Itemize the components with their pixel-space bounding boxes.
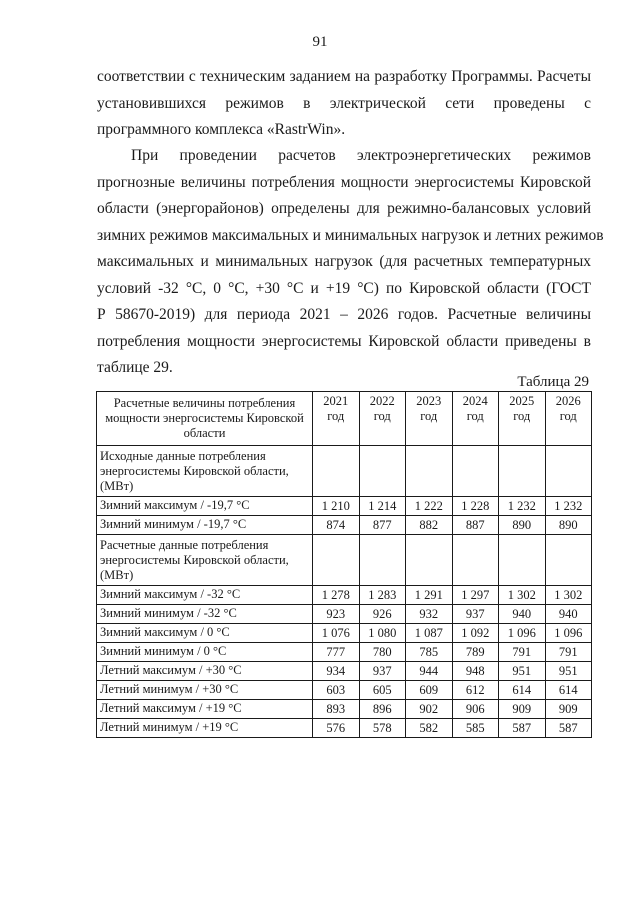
row-value: 877 [359, 516, 406, 535]
row-value: 1 291 [406, 586, 453, 605]
row-value: 609 [406, 681, 453, 700]
row-value: 940 [499, 605, 546, 624]
row-value: 785 [406, 643, 453, 662]
header-year: 2025 год [499, 392, 546, 446]
header-year: 2026 год [545, 392, 592, 446]
row-value: 576 [313, 719, 360, 738]
row-label: Летний максимум / +19 °С [97, 700, 313, 719]
table-row [97, 700, 592, 719]
row-value: 1 302 [499, 586, 546, 605]
paragraph-line: области (энергорайонов) определены для режимно-балансовых условий [97, 200, 591, 217]
row-value: 926 [359, 605, 406, 624]
row-value: 791 [499, 643, 546, 662]
row-value: 1 222 [406, 497, 453, 516]
row-value: 937 [452, 605, 499, 624]
row-value: 1 092 [452, 624, 499, 643]
row-value: 896 [359, 700, 406, 719]
row-value: 587 [545, 719, 592, 738]
page-number: 91 [312, 34, 328, 50]
paragraph-line: установившихся режимов в электрической сети проведены с [97, 94, 591, 112]
row-label: Летний минимум / +19 °С [97, 719, 313, 738]
section-title: Исходные данные потребления энергосистемы Кировской области, (МВт) [97, 446, 313, 497]
row-value: 909 [499, 700, 546, 719]
row-value: 902 [406, 700, 453, 719]
section-row [97, 446, 592, 497]
row-value: 1 278 [313, 586, 360, 605]
row-value: 940 [545, 605, 592, 624]
paragraph-line: таблице 29. [97, 359, 173, 376]
row-value: 791 [545, 643, 592, 662]
row-value: 582 [406, 719, 453, 738]
row-value: 585 [452, 719, 499, 738]
row-value: 1 087 [406, 624, 453, 643]
paragraph-line: программного комплекса «RastrWin». [97, 121, 346, 138]
paragraph-line: прогнозные величины потребления мощности энергосистемы Кировской [97, 173, 591, 191]
paragraph-line: потребления мощности энергосистемы Кировской области приведены в [97, 332, 591, 350]
table-header-row [97, 392, 592, 446]
table-row [97, 497, 592, 516]
table-row [97, 643, 592, 662]
table-row [97, 624, 592, 643]
row-value: 951 [499, 662, 546, 681]
table-row [97, 605, 592, 624]
section-row [97, 535, 592, 586]
row-value: 789 [452, 643, 499, 662]
row-value: 932 [406, 605, 453, 624]
row-value: 1 096 [499, 624, 546, 643]
header-parameter: Расчетные величины потребления мощности энергосистемы Кировской области [97, 392, 313, 446]
row-value: 909 [545, 700, 592, 719]
row-value: 1 096 [545, 624, 592, 643]
row-label: Летний минимум / +30 °С [97, 681, 313, 700]
row-value: 1 302 [545, 586, 592, 605]
paragraph-line: При проведении расчетов электроэнергетических режимов [131, 147, 591, 164]
row-value: 614 [499, 681, 546, 700]
table-row [97, 516, 592, 535]
paragraph-2 [97, 143, 604, 382]
row-value: 887 [452, 516, 499, 535]
row-value: 1 297 [452, 586, 499, 605]
row-label: Летний максимум / +30 °С [97, 662, 313, 681]
table-row [97, 681, 592, 700]
row-value: 1 076 [313, 624, 360, 643]
row-value: 614 [545, 681, 592, 700]
row-value: 1 214 [359, 497, 406, 516]
row-value: 948 [452, 662, 499, 681]
row-value: 1 228 [452, 497, 499, 516]
row-value: 578 [359, 719, 406, 738]
consumption-table [96, 391, 592, 738]
row-value: 1 080 [359, 624, 406, 643]
row-value: 612 [452, 681, 499, 700]
row-value: 934 [313, 662, 360, 681]
row-value: 1 283 [359, 586, 406, 605]
paragraph-line: соответствии с техническим заданием на разработку Программы. Расчеты [97, 68, 591, 85]
row-label: Зимний минимум / -19,7 °С [97, 516, 313, 535]
row-label: Зимний максимум / -19,7 °С [97, 497, 313, 516]
row-value: 587 [499, 719, 546, 738]
row-label: Зимний максимум / 0 °С [97, 624, 313, 643]
row-value: 605 [359, 681, 406, 700]
table-row [97, 719, 592, 738]
row-value: 777 [313, 643, 360, 662]
row-value: 906 [452, 700, 499, 719]
row-value: 1 232 [545, 497, 592, 516]
paragraph-line: максимальных и минимальных нагрузок (для расчетных температурных [97, 253, 591, 270]
header-year: 2023 год [406, 392, 453, 446]
row-value: 882 [406, 516, 453, 535]
row-value: 780 [359, 643, 406, 662]
table-caption: Таблица 29 [517, 374, 589, 390]
row-value: 944 [406, 662, 453, 681]
row-value: 890 [499, 516, 546, 535]
header-year: 2022 год [359, 392, 406, 446]
row-value: 951 [545, 662, 592, 681]
row-label: Зимний максимум / -32 °С [97, 586, 313, 605]
row-label: Зимний минимум / 0 °С [97, 643, 313, 662]
row-value: 893 [313, 700, 360, 719]
row-label: Зимний минимум / -32 °С [97, 605, 313, 624]
row-value: 874 [313, 516, 360, 535]
row-value: 603 [313, 681, 360, 700]
row-value: 937 [359, 662, 406, 681]
section-title: Расчетные данные потребления энергосистемы Кировской области, (МВт) [97, 535, 313, 586]
header-year: 2024 год [452, 392, 499, 446]
row-value: 1 232 [499, 497, 546, 516]
paragraph-line: Р 58670-2019) для периода 2021 – 2026 годов. Расчетные величины [97, 306, 591, 323]
paragraph-1 [97, 64, 591, 144]
row-value: 923 [313, 605, 360, 624]
table-row [97, 662, 592, 681]
row-value: 890 [545, 516, 592, 535]
table-row [97, 586, 592, 605]
paragraph-line: зимних режимов максимальных и минимальных нагрузок и летних режимов [97, 226, 604, 244]
row-value: 1 210 [313, 497, 360, 516]
header-year: 2021 год [313, 392, 360, 446]
paragraph-line: условий -32 °С, 0 °С, +30 °С и +19 °С) по Кировской области (ГОСТ [97, 279, 591, 297]
